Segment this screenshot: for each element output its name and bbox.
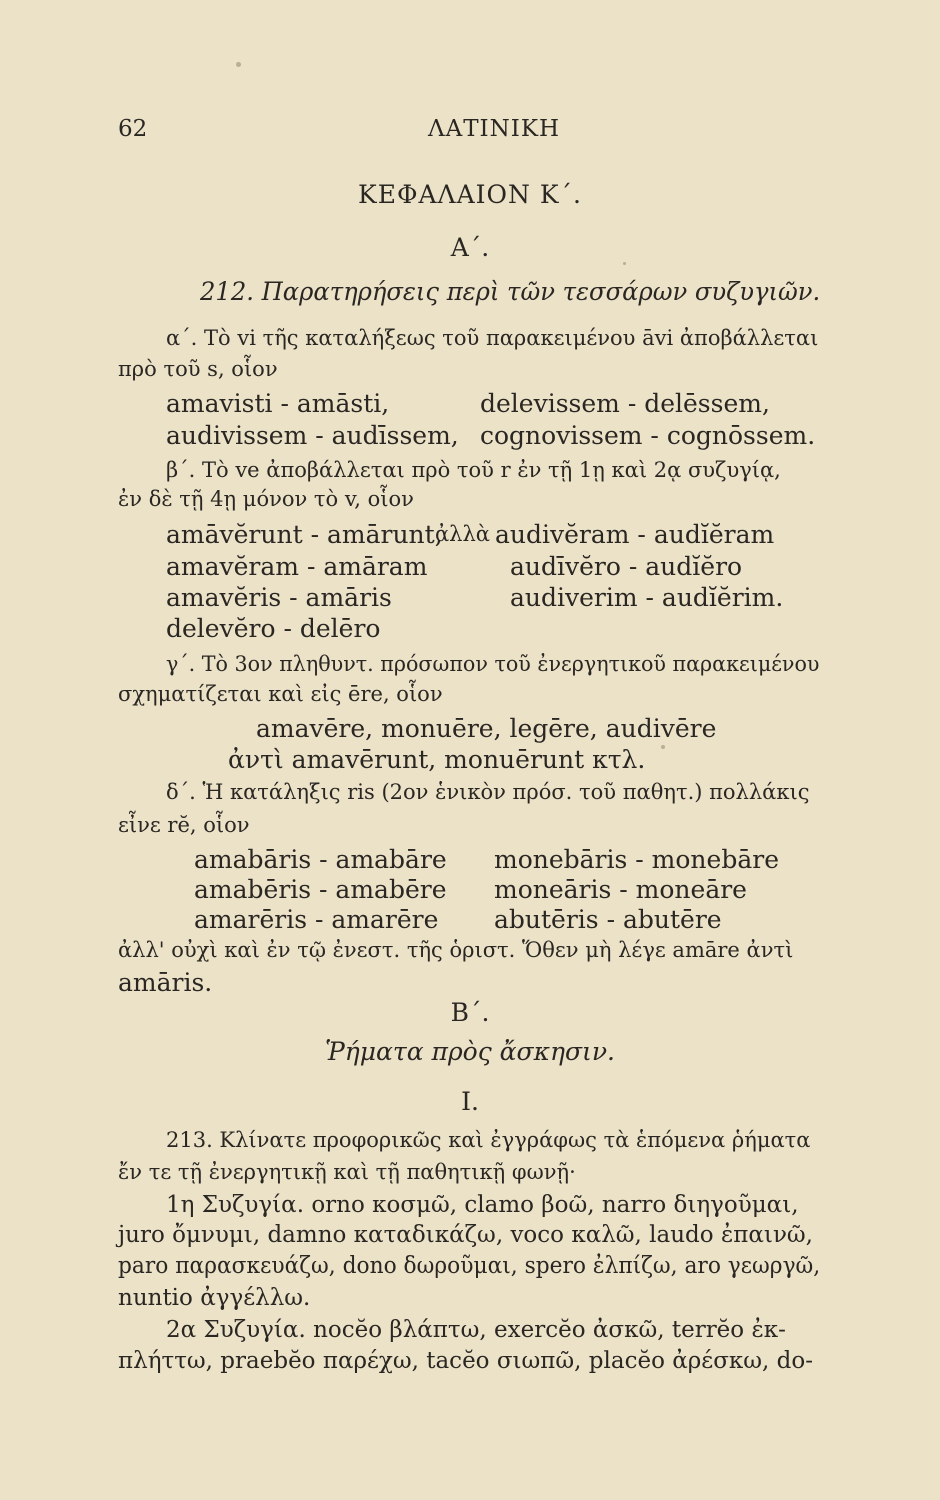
alpha-line2: πρὸ τοῦ s, οἷον [118,357,278,381]
delta-right-3: abutēris - abutēre [494,905,722,934]
beta-left-1: amāvĕrunt - amārunt, [166,520,443,549]
gamma-line1: γ΄. Τὸ 3ον πληθυντ. πρόσωπον τοῦ ἐνεργητικοῦ παρακειμένου [166,652,820,676]
delta-left-2: amabēris - amabēre [194,875,447,904]
delta-line2: εἶνε rĕ, οἷον [118,813,250,837]
delta-right-1: monebāris - monebāre [494,845,779,874]
gamma-line2: σχηματίζεται καὶ εἰς ēre, οἷον [118,682,443,706]
beta-mid-1: ἀλλὰ [435,522,490,546]
delta-line3: ἀλλ' οὐχὶ καὶ ἐν τῷ ἐνεστ. τῆς ὁριστ. Ὅθεν μὴ λέγε amāre ἀντὶ [118,938,794,962]
beta-left-3: amavĕris - amāris [166,583,392,612]
conj1-line4: nuntio ἀγγέλλω. [118,1285,311,1311]
paper-speck [661,745,665,749]
paper-speck [236,62,241,67]
part-b-heading: Β΄. [450,998,490,1027]
beta-right-2: audīvĕro - audĭĕro [510,552,743,581]
section-213-line1: 213. Κλίνατε προφορικῶς καὶ ἐγγράφως τὰ ἑπόμενα ῥήματα [166,1128,811,1152]
part-a-heading: Α΄. [450,233,490,262]
chapter-title: ΚΕΦΑΛΑΙΟΝ Κ΄. [358,180,582,209]
alpha-right-2: cognovissem - cognōssem. [480,421,816,450]
beta-left-4: delevĕro - delēro [166,614,381,643]
delta-left-1: amabāris - amabāre [194,845,447,874]
page-number: 62 [118,116,148,142]
gamma-example2: ἀντὶ amavērunt, monuērunt κτλ. [228,745,646,774]
section-212-heading: 212. Παρατηρήσεις περὶ τῶν τεσσάρων συζυγιῶν. [200,277,821,306]
delta-line1: δ΄. Ἡ κατάληξις ris (2ον ἑνικὸν πρόσ. τοῦ παθητ.) πολλάκις [166,780,810,804]
delta-right-2: moneāris - moneāre [494,875,747,904]
conj1-line3: paro παρασκευάζω, dono δωροῦμαι, spero ἐλπίζω, aro γεωργῶ, [118,1253,821,1279]
running-title: ΛΑΤΙΝΙΚΗ [428,116,561,142]
gamma-example1: amavēre, monuēre, legēre, audivēre [256,714,717,743]
alpha-line1: α΄. Τὸ vi τῆς καταλήξεως τοῦ παρακειμένου āvi ἀποβάλλεται [166,326,819,350]
delta-line4: amāris. [118,968,213,997]
conj1-line2: juro ὄμνυμι, damno καταδικάζω, voco καλῶ, laudo ἐπαινῶ, [118,1222,813,1248]
alpha-right-1: delevissem - delēssem, [480,389,770,418]
alpha-left-2: audivissem - audīssem, [166,421,459,450]
alpha-left-1: amavisti - amāsti, [166,389,390,418]
beta-left-2: amavĕram - amāram [166,552,428,581]
paper-speck [623,262,626,265]
part-b-subtitle: Ῥήματα πρὸς ἄσκησιν. [325,1037,615,1066]
conj2-line2: πλήττω, praebĕo παρέχω, tacĕo σιωπῶ, placĕo ἀρέσκω, do- [118,1348,814,1374]
conj2-line1: 2α Συζυγία. nocĕo βλάπτω, exercĕo ἀσκῶ, terrĕo ἐκ- [166,1317,786,1343]
section-213-line2: ἔν τε τῇ ἐνεργητικῇ καὶ τῇ παθητικῇ φωνῇ· [118,1160,576,1184]
beta-line1: β΄. Τὸ ve ἀποβάλλεται πρὸ τοῦ r ἐν τῇ 1ῃ καὶ 2ᾳ συζυγίᾳ, [166,458,781,482]
part-b-roman: I. [461,1087,479,1116]
beta-right-1: audivĕram - audĭĕram [495,520,775,549]
beta-right-3: audiverim - audĭĕrim. [510,583,784,612]
delta-left-3: amarēris - amarēre [194,905,439,934]
conj1-line1: 1η Συζυγία. orno κοσμῶ, clamo βοῶ, narro διηγοῦμαι, [166,1192,799,1218]
beta-line2: ἐν δὲ τῇ 4ῃ μόνον τὸ v, οἷον [118,487,414,511]
